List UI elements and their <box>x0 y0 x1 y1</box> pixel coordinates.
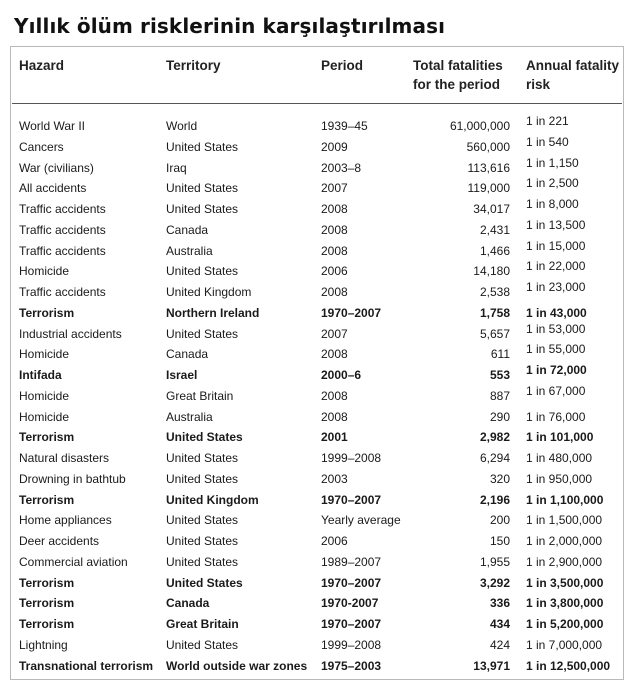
risk-cell: 1 in 540 <box>526 134 569 149</box>
fatalities-cell: 5,657 <box>479 326 510 341</box>
header-annual-risk-line2: risk <box>526 77 551 92</box>
table-row <box>0 218 630 239</box>
header-annual-risk <box>526 56 619 94</box>
hazard-cell: Homicide <box>19 388 70 403</box>
period-cell: 2007 <box>321 181 348 196</box>
period-cell: 2008 <box>321 285 348 299</box>
fatalities-cell: 200 <box>489 513 510 528</box>
fatalities-cell: 434 <box>489 617 510 631</box>
table-row <box>0 591 630 612</box>
risk-cell: 1 in 1,500,000 <box>526 513 603 528</box>
hazard-cell: All accidents <box>19 181 87 196</box>
risk-cell: 1 in 1,100,000 <box>526 492 604 507</box>
period-cell: 2009 <box>321 139 348 154</box>
hazard-cell: Terrorism <box>19 596 75 611</box>
table-row <box>0 425 630 446</box>
hazard-cell: Deer accidents <box>19 534 100 548</box>
header-hazard: Hazard <box>19 58 65 73</box>
header-divider <box>12 103 622 104</box>
period-cell: 1970–2007 <box>321 575 382 590</box>
risk-cell: 1 in 13,500 <box>526 217 586 232</box>
hazard-cell: Drowning in bathtub <box>19 471 126 486</box>
period-cell: 2008 <box>321 222 348 237</box>
territory-cell: United States <box>166 264 239 279</box>
table-row <box>0 301 630 322</box>
period-cell: 1970-2007 <box>321 596 379 611</box>
period-cell: 1975–2003 <box>321 658 382 673</box>
fatalities-cell: 150 <box>489 534 510 548</box>
hazard-cell: Terrorism <box>19 305 75 320</box>
period-cell: 1999–2008 <box>321 637 382 652</box>
territory-cell: United States <box>166 513 239 528</box>
hazard-cell: Lightning <box>19 637 68 652</box>
table-row <box>0 467 630 488</box>
period-cell: 2003 <box>321 471 348 486</box>
table-row <box>0 322 630 343</box>
fatalities-cell: 34,017 <box>473 202 510 216</box>
territory-cell: United States <box>166 326 239 341</box>
risk-cell: 1 in 22,000 <box>526 259 586 274</box>
fatalities-cell: 887 <box>489 388 510 403</box>
hazard-cell: Industrial accidents <box>19 326 122 341</box>
period-cell: 2001 <box>321 430 348 445</box>
risk-cell: 1 in 3,500,000 <box>526 575 604 590</box>
fatalities-cell: 1,466 <box>479 243 510 258</box>
risk-cell: 1 in 8,000 <box>526 197 579 211</box>
header-territory: Territory <box>166 58 221 73</box>
table-row <box>0 654 630 675</box>
fatalities-cell: 2,196 <box>479 492 510 507</box>
risk-cell: 1 in 2,000,000 <box>526 534 603 548</box>
hazard-cell: World War II <box>19 119 86 133</box>
table-row <box>0 239 630 260</box>
period-cell: 1970–2007 <box>321 492 382 507</box>
hazard-cell: Natural disasters <box>19 451 110 465</box>
hazard-cell: Terrorism <box>19 430 75 445</box>
territory-cell: United States <box>166 181 239 196</box>
territory-cell: Israel <box>166 368 198 382</box>
hazard-cell: Homicide <box>19 347 70 362</box>
risk-cell: 1 in 5,200,000 <box>526 617 604 631</box>
fatalities-cell: 290 <box>489 409 510 424</box>
hazard-cell: Transnational terrorism <box>19 658 154 673</box>
risk-cell: 1 in 43,000 <box>526 305 587 320</box>
period-cell: 1939–45 <box>321 119 368 133</box>
fatalities-cell: 2,982 <box>479 430 510 445</box>
header-total-fatalities-line1: Total fatalities <box>413 58 503 73</box>
table-row <box>0 176 630 197</box>
period-cell: 2007 <box>321 326 348 341</box>
hazard-cell: War (civilians) <box>19 160 94 175</box>
fatalities-cell: 1,955 <box>479 554 510 569</box>
table-row <box>0 342 630 363</box>
fatalities-cell: 13,971 <box>473 658 510 673</box>
hazard-cell: Commercial aviation <box>19 554 128 569</box>
header-annual-risk-line1: Annual fatality <box>526 58 620 73</box>
table-row <box>0 135 630 156</box>
hazard-cell: Traffic accidents <box>19 285 106 299</box>
table-row <box>0 612 630 633</box>
table-row <box>0 197 630 218</box>
risk-cell: 1 in 72,000 <box>526 363 587 377</box>
hazard-cell: Terrorism <box>19 617 75 631</box>
territory-cell: United States <box>166 554 239 569</box>
period-cell: 2008 <box>321 347 348 362</box>
risk-cell: 1 in 67,000 <box>526 383 586 398</box>
header-period: Period <box>321 58 364 73</box>
hazard-cell: Terrorism <box>19 492 75 507</box>
territory-cell: United States <box>166 451 239 465</box>
territory-cell: United States <box>166 534 239 548</box>
territory-cell: Canada <box>166 596 210 611</box>
territory-cell: World <box>166 119 198 133</box>
period-cell: 1970–2007 <box>321 305 382 320</box>
table-row <box>0 114 630 135</box>
fatalities-cell: 3,292 <box>479 575 510 590</box>
territory-cell: Canada <box>166 222 209 237</box>
risk-cell: 1 in 2,900,000 <box>526 554 603 569</box>
territory-cell: Canada <box>166 347 209 362</box>
risk-cell: 1 in 950,000 <box>526 471 593 486</box>
fatalities-cell: 119,000 <box>467 181 510 196</box>
period-cell: 2006 <box>321 264 348 279</box>
territory-cell: Great Britain <box>166 617 239 631</box>
risk-cell: 1 in 76,000 <box>526 409 586 424</box>
territory-cell: United Kingdom <box>166 492 259 507</box>
hazard-cell: Intifada <box>19 368 62 382</box>
table-row <box>0 405 630 426</box>
period-cell: 2003–8 <box>321 160 362 175</box>
fatalities-cell: 14,180 <box>473 264 510 279</box>
risk-cell: 1 in 53,000 <box>526 321 586 336</box>
period-cell: 2000–6 <box>321 368 362 382</box>
territory-cell: Iraq <box>166 160 187 175</box>
risk-cell: 1 in 221 <box>526 114 569 128</box>
territory-cell: United States <box>166 575 243 590</box>
fatalities-cell: 1,758 <box>479 305 510 320</box>
table-row <box>0 488 630 509</box>
fatalities-cell: 61,000,000 <box>449 119 510 133</box>
risk-cell: 1 in 3,800,000 <box>526 596 604 611</box>
period-cell: 2006 <box>321 534 348 548</box>
risk-cell: 1 in 1,150 <box>526 155 579 170</box>
territory-cell: Australia <box>166 409 213 424</box>
header-total-fatalities <box>413 56 503 94</box>
table-row <box>0 156 630 177</box>
hazard-cell: Homicide <box>19 409 70 424</box>
page-title: Yıllık ölüm risklerinin karşılaştırılması <box>14 14 446 38</box>
period-cell: 2008 <box>321 388 348 403</box>
table-row <box>0 384 630 405</box>
period-cell: Yearly average <box>321 513 401 528</box>
territory-cell: Great Britain <box>166 388 234 403</box>
territory-cell: United States <box>166 471 239 486</box>
territory-cell: United States <box>166 430 243 445</box>
territory-cell: United States <box>166 139 239 154</box>
territory-cell: United Kingdom <box>166 285 252 299</box>
risk-cell: 1 in 12,500,000 <box>526 658 611 673</box>
period-cell: 1970–2007 <box>321 617 382 631</box>
risk-cell: 1 in 2,500 <box>526 176 579 191</box>
fatalities-cell: 2,538 <box>479 285 510 299</box>
fatalities-cell: 6,294 <box>479 451 510 465</box>
hazard-cell: Traffic accidents <box>19 222 106 237</box>
risk-cell: 1 in 55,000 <box>526 342 586 357</box>
hazard-cell: Traffic accidents <box>19 243 106 258</box>
period-cell: 1989–2007 <box>321 554 382 569</box>
period-cell: 1999–2008 <box>321 451 382 465</box>
territory-cell: Australia <box>166 243 213 258</box>
table-row <box>0 259 630 280</box>
fatalities-cell: 2,431 <box>479 222 510 237</box>
fatalities-cell: 113,616 <box>467 160 510 175</box>
risk-cell: 1 in 7,000,000 <box>526 637 603 652</box>
fatalities-cell: 560,000 <box>466 139 510 154</box>
table-row <box>0 571 630 592</box>
risk-cell: 1 in 101,000 <box>526 430 594 445</box>
fatalities-cell: 336 <box>489 596 510 611</box>
hazard-cell: Traffic accidents <box>19 202 106 216</box>
hazard-cell: Homicide <box>19 264 70 279</box>
fatalities-cell: 424 <box>489 637 510 652</box>
risk-cell: 1 in 480,000 <box>526 451 593 465</box>
table-row <box>0 508 630 529</box>
table-row <box>0 446 630 467</box>
hazard-cell: Home appliances <box>19 513 112 528</box>
hazard-cell: Cancers <box>19 139 64 154</box>
territory-cell: United States <box>166 202 239 216</box>
fatalities-cell: 553 <box>489 368 510 382</box>
fatalities-cell: 611 <box>490 347 510 362</box>
territory-cell: Northern Ireland <box>166 305 260 320</box>
fatalities-cell: 320 <box>489 471 510 486</box>
hazard-cell: Terrorism <box>19 575 75 590</box>
period-cell: 2008 <box>321 243 348 258</box>
territory-cell: United States <box>166 637 239 652</box>
period-cell: 2008 <box>321 202 348 216</box>
risk-cell: 1 in 15,000 <box>526 238 586 253</box>
table-row <box>0 280 630 301</box>
table-row <box>0 363 630 384</box>
period-cell: 2008 <box>321 409 348 424</box>
table-row <box>0 550 630 571</box>
table-row <box>0 529 630 550</box>
territory-cell: World outside war zones <box>166 658 308 673</box>
risk-cell: 1 in 23,000 <box>526 280 586 294</box>
header-total-fatalities-line2: for the period <box>413 77 500 92</box>
table-body <box>0 114 630 674</box>
table-row <box>0 633 630 654</box>
